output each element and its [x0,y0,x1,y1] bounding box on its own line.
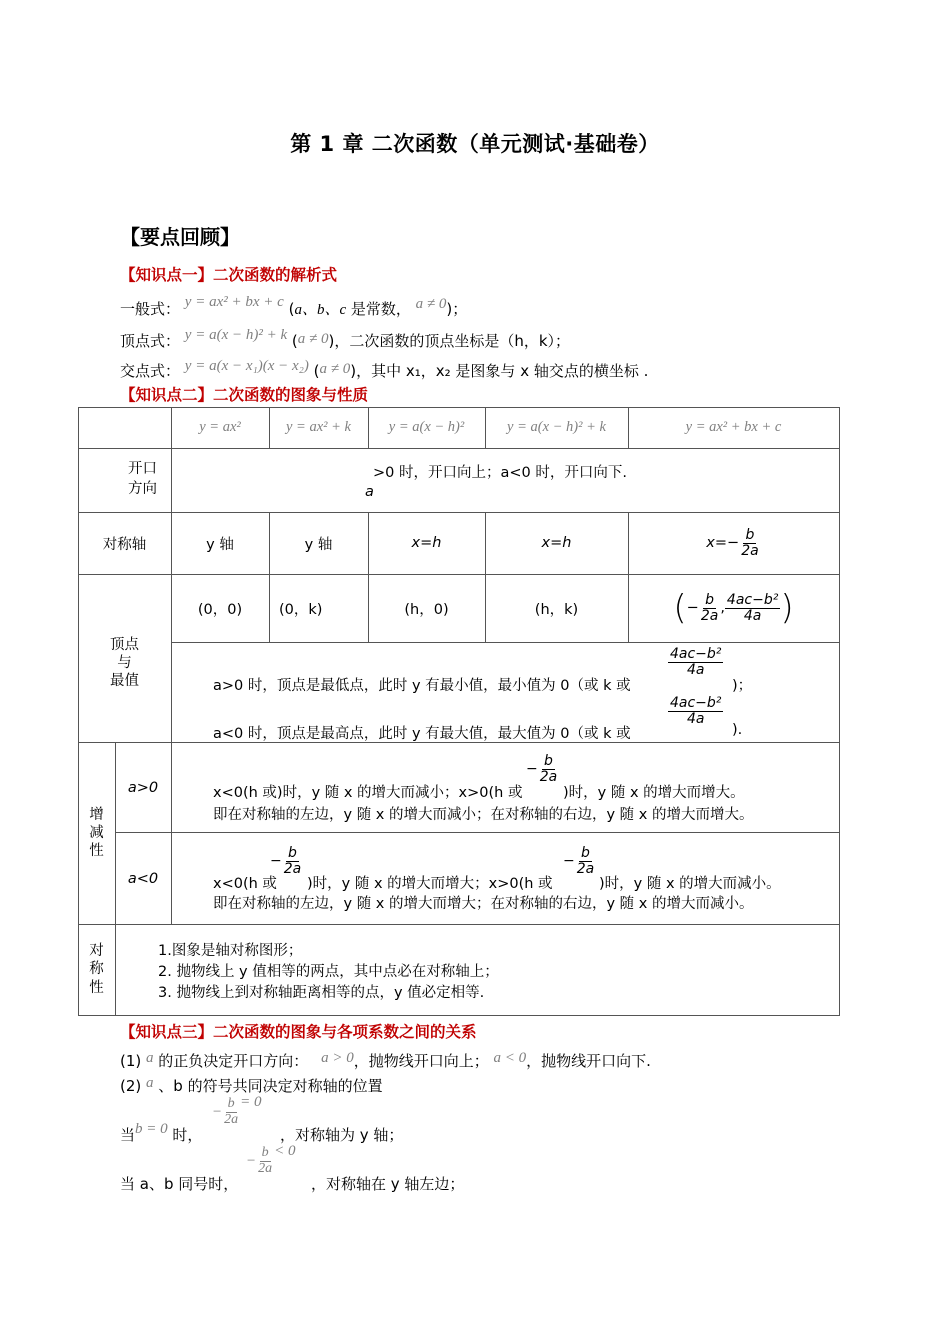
mono-neg-line1c: )时，y 随 x 的增大而减小。 [599,876,781,892]
min-end: )； [732,678,753,694]
general-cond: a ≠ 0 [415,296,447,312]
item1-cond1: a > 0 [321,1050,354,1066]
min-frac-num: 4ac−b² [670,646,722,662]
case1-frac-num: b [227,1096,235,1111]
item1-text1: 的正负决定开口方向： [153,1052,309,1070]
intercept-note: ，其中 x₁，x₂ 是图象与 x 轴交点的横坐标 . [356,362,649,380]
max-frac [668,696,723,726]
vertex-form-line: 顶点式： y = a(x − h)² + k (a ≠ 0)，二次函数的顶点坐标是（h，k）； [120,327,571,350]
mono-pos-line1b: )时，y 随 x 的增大而增大。 [563,785,745,801]
header-form-3: y = a(x − h)² [388,419,465,435]
axis-value-3: x=h [411,535,442,551]
case2-formula: − $\frac{b}{2a}$ < 0 [246,1143,296,1176]
case1-mid: 时， [167,1126,203,1144]
vertex-x-den: 2a [700,607,719,624]
vertex-value-5: ( − $\frac{b}{2a}$ , $\frac{\text{4ac−b²}}{4a}$ ) [673,588,794,628]
mono-neg-line1a: x<0(h 或 [213,876,277,892]
general-close: )； [446,300,468,318]
mono-cond-neg: a<0 [127,871,159,887]
paren-open: ( [288,300,295,318]
opening-text: >0 时，开口向上；a<0 时，开口向下. [373,465,627,481]
max-end: ). [732,722,743,738]
header-form-5: y = ax² + bx + c [685,419,782,435]
item1-cond2: a < 0 [493,1050,527,1066]
vertex-x-num: b [705,591,714,608]
general-vars: a、b、c [294,302,347,318]
item2-text: 、b 的符号共同决定对称轴的位置 [153,1077,383,1095]
header-form-4: y = a(x − h)² + k [507,419,606,435]
min-frac [668,647,723,677]
kp1-heading: 【知识点一】二次函数的解析式 [120,266,338,284]
sym-label-3: 性 [89,979,104,996]
kp3-item2 [120,1075,383,1096]
vertex-label-3: 最值 [110,673,139,690]
header-form-1: y = ax² [199,419,241,435]
row-label-symmetry [78,924,115,1015]
mono-pos-frac: − $\frac{b}{2a}$ [526,753,558,785]
case1-rel: = 0 [240,1094,262,1111]
opening-stray-a: a [365,484,374,500]
axis-value-1: y 轴 [206,536,234,553]
general-form-formula: y = ax² + bx + c [184,294,284,310]
max-text: a<0 时，顶点是最高点，此时 y 有最大值，最大值为 0（或 k 或 [213,726,631,742]
row-label-vertex [78,574,171,742]
symmetry-item-1: 1.图象是轴对称图形； [158,943,303,959]
axis-frac-den: 2a [741,542,759,559]
vertex-cond: a ≠ 0 [297,331,329,347]
row-label-monotonicity [78,742,115,924]
sym-label-2: 称 [89,961,104,978]
case2-prefix: 当 a、b 同号时， [120,1175,239,1193]
mono-neg-line1b: )时，y 随 x 的增大而增大；x>0(h 或 [307,876,553,892]
item2-var: a [146,1075,154,1091]
item1-text2: ，抛物线开口向上； [353,1052,489,1070]
mono-neg-frac1-den: 2a [283,860,302,877]
symmetry-list [158,941,499,1004]
vertex-label-1: 顶点 [110,636,139,653]
case1-frac-den: 2a [224,1111,239,1127]
vertex-value-1: (0，0) [197,601,243,618]
header-form-2: y = ax² + k [286,419,351,435]
opening-label-2: 方向 [128,481,157,497]
mono-pos-frac-den: 2a [539,768,558,785]
case2-frac-num: b [261,1145,269,1160]
max-frac-den: 4a [686,710,705,727]
kp3-heading: 【知识点三】二次函数的图象与各项系数之间的关系 [120,1023,477,1041]
vertex-form-formula: y = a(x − h)² + k [184,327,288,343]
mono-neg-frac2-den: 2a [576,860,595,877]
symmetry-item-3: 3. 抛物线上到对称轴距离相等的点，y 值必定相等. [158,985,485,1001]
intercept-form-line: 交点式： y = a(x − x₁)(x − x₂) (a ≠ 0)，其中 x₁，x₂ 是图象与 x 轴交点的横坐标 . [120,358,649,380]
symmetry-item-2: 2. 抛物线上 y 值相等的两点，其中点必在对称轴上； [158,964,499,980]
kp2-heading: 【知识点二】二次函数的图象与性质 [120,386,369,404]
vertex-note: ，二次函数的顶点坐标是（h，k）； [334,332,571,350]
case1-prefix: 当 [120,1126,136,1144]
mono-pos-line1a: x<0(h 或)时，y 随 x 的增大而减小；x>0(h 或 [213,785,523,801]
intercept-cond: a ≠ 0 [319,361,351,377]
mono-pos-line2: 即在对称轴的左边，y 随 x 的增大而减小；在对称轴的右边，y 随 x 的增大而增大。 [213,807,754,823]
vertex-value-4: (h，k) [534,601,579,618]
case2-rel: < 0 [274,1143,296,1160]
mono-neg-frac2: − $\frac{b}{2a}$ [563,845,595,877]
vertex-form-label: 顶点式： [120,332,181,350]
page-title: 第 1 章 二次函数（单元测试·基础卷） [290,132,660,156]
axis-frac-num: b [745,526,755,543]
axis-formula-prefix: x=− [706,535,740,551]
case1-cond: b = 0 [135,1121,168,1137]
row-label-opening [78,448,171,512]
case2-frac-den: 2a [258,1160,273,1176]
mono-cond-pos: a>0 [127,780,159,796]
case1-suffix: ，对称轴为 y 轴； [280,1126,404,1144]
axis-value-4: x=h [541,535,572,551]
min-text: a>0 时，顶点是最低点，此时 y 有最小值，最小值为 0（或 k 或 [213,678,631,694]
case2-suffix: ，对称轴在 y 轴左边； [311,1175,465,1193]
mono-label-3: 性 [89,843,104,860]
vertex-y-num: 4ac−b² [726,591,779,608]
intercept-form-formula: y = a(x − x₁)(x − x₂) [184,358,309,374]
mono-neg-frac1-num: b [288,845,297,861]
vertex-y-den: 4a [743,607,762,624]
kp3-case1 [120,1121,203,1145]
item2-number: (2) [120,1077,142,1095]
max-frac-num: 4ac−b² [670,695,722,711]
item1-number: (1) [120,1052,142,1070]
axis-value-5 [628,512,839,574]
item1-var: a [146,1050,154,1066]
section-heading: 【要点回顾】 [120,225,240,249]
vertex-value-3: (h，0) [404,601,449,618]
mono-neg-line2: 即在对称轴的左边，y 随 x 的增大而增大；在对称轴的右边，y 随 x 的增大而减小。 [213,896,754,912]
min-value-line [213,674,631,695]
mono-label-1: 增 [89,806,104,823]
sym-label-1: 对 [89,943,104,960]
kp3-item1 [120,1050,651,1071]
item1-text3: ，抛物线开口向下. [526,1052,651,1070]
vertex-value-2: (0，k) [279,601,323,618]
general-form-label: 一般式： [120,300,181,318]
general-form-line [120,294,468,319]
mono-neg-frac2-num: b [581,845,590,861]
mono-pos-frac-num: b [544,753,553,769]
row-label-axis: 对称轴 [102,536,147,553]
intercept-form-label: 交点式： [120,362,181,380]
axis-value-2: y 轴 [304,536,333,553]
opening-label-1: 开口 [128,461,157,478]
vertex-label-2: 与 [117,654,132,671]
mono-neg-frac1: − $\frac{b}{2a}$ [270,845,302,877]
max-value-line [213,722,631,743]
general-note: 是常数， [346,300,411,318]
min-frac-den: 4a [686,661,705,678]
case1-formula: − $\frac{b}{2a}$ = 0 [212,1094,262,1127]
mono-label-2: 减 [89,824,104,841]
